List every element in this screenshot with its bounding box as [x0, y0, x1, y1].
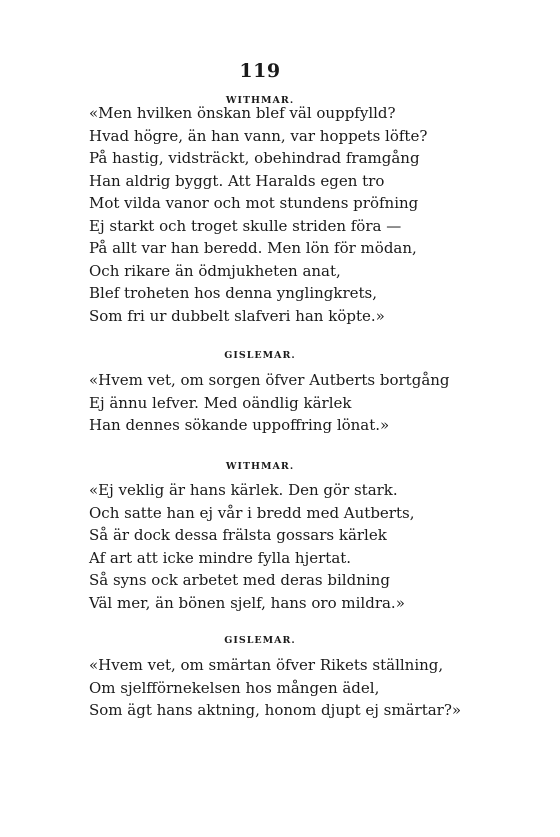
verse-line: «Ej veklig är hans kärlek. Den gör stark. — [89, 481, 398, 499]
stanza — [89, 102, 427, 327]
verse-line: Hvad högre, än han vann, var hoppets löfte? — [89, 126, 428, 145]
stanza — [89, 369, 450, 437]
verse-line: Och satte han ej vår i bredd med Autberts, — [89, 503, 415, 522]
verse-line: Mot vilda vanor och mot stundens pröfning — [89, 194, 419, 212]
page-number: 119 — [239, 60, 281, 82]
speaker-heading: WITHMAR. — [225, 95, 295, 106]
verse-line: Som ägt hans aktning, honom djupt ej smärtar?» — [89, 701, 462, 719]
verse-line: Ej ännu lefver. Med oändlig kärlek — [89, 393, 352, 412]
verse-line: Blef troheten hos denna ynglingkrets, — [89, 284, 378, 302]
verse-line: Af art att icke mindre fylla hjertat. — [89, 548, 352, 567]
verse-line: Så är dock dessa frälsta gossars kärlek — [89, 526, 387, 544]
verse-line: Om sjelfförnekelsen hos mången ädel, — [89, 678, 380, 697]
stanza — [89, 654, 461, 722]
verse-line: Så syns ock arbetet med deras bildning — [89, 571, 390, 589]
verse-line: Väl mer, än bönen sjelf, hans oro mildra.» — [89, 593, 405, 612]
verse-line: «Hvem vet, om sorgen öfver Autberts bortgång — [89, 371, 450, 389]
verse-line: «Men hvilken önskan blef väl ouppfylld? — [89, 104, 396, 122]
stanza — [89, 479, 414, 614]
speaker-heading: GISLEMAR. — [224, 635, 296, 646]
verse-line: Han aldrig byggt. Att Haralds egen tro — [89, 171, 385, 190]
verse-line: På hastig, vidsträckt, obehindrad framgång — [89, 149, 420, 167]
speaker-heading: GISLEMAR. — [224, 350, 296, 361]
speaker-heading: WITHMAR. — [225, 461, 295, 472]
verse-line: Ej starkt och troget skulle striden föra — — [89, 216, 402, 235]
verse-line: Han dennes sökande uppoffring lönat.» — [89, 416, 390, 434]
verse-line: «Hvem vet, om smärtan öfver Rikets ställning, — [89, 656, 444, 674]
verse-line: Och rikare än ödmjukheten anat, — [89, 261, 341, 280]
verse-line: Som fri ur dubbelt slafveri han köpte.» — [89, 306, 385, 325]
verse-line: På allt var han beredd. Men lön för mödan, — [89, 239, 417, 257]
